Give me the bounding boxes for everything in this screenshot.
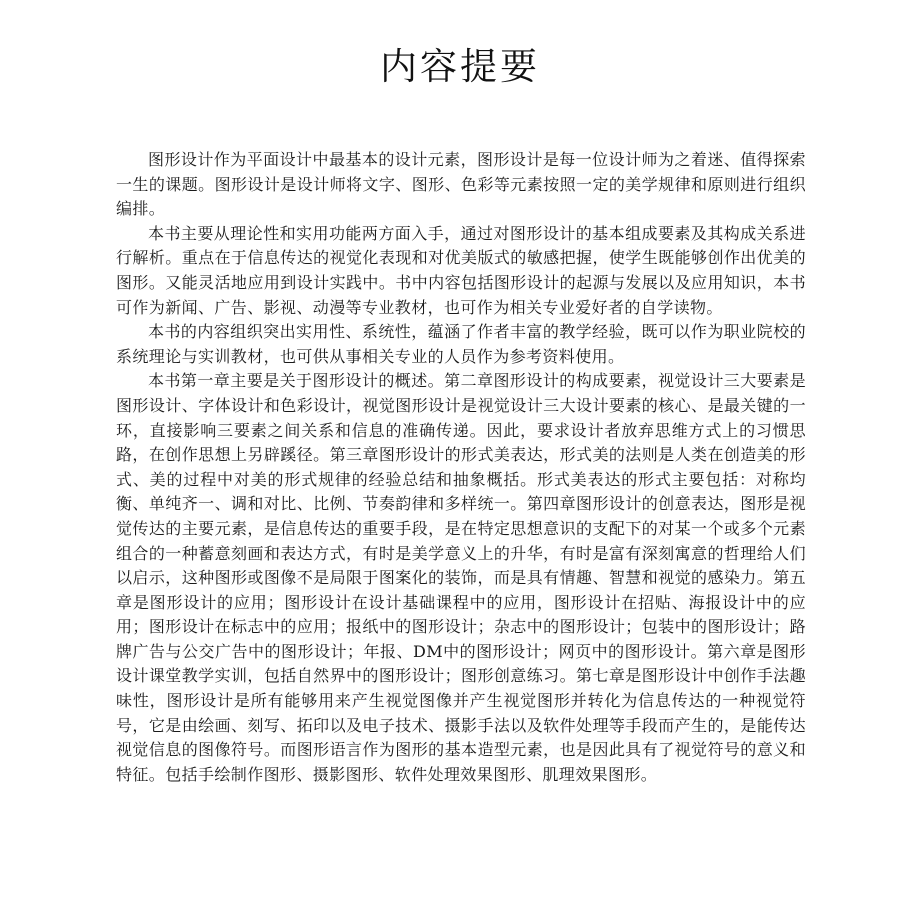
page-title: 内容提要: [380, 45, 540, 88]
paragraph-audience: 本书的内容组织突出实用性、系统性，蕴涵了作者丰富的教学经验，既可以作为职业院校的系统理论与实训教材，也可供从事相关专业的人员作为参考资料使用。: [116, 322, 806, 366]
paragraph-approach: 本书主要从理论性和实用功能两方面入手，通过对图形设计的基本组成要素及其构成关系进行解析。重点在于信息传达的视觉化表现和对优美版式的敏感把握，使学生既能够创作出优美的图形。又能灵活地应用到设计实践中。书中内容包括图形设计的起源与发展以及应用知识，本书可作为新闻、广告、影视、动漫等专业教材，也可作为相关专业爱好者的自学读物。: [116, 223, 806, 317]
body-text: [116, 148, 806, 787]
paragraph-chapters: 本书第一章主要是关于图形设计的概述。第二章图形设计的构成要素，视觉设计三大要素是图形设计、字体设计和色彩设计，视觉图形设计是视觉设计三大设计要素的核心、是最关键的一环，直接影响三要素之间关系和信息的准确传递。因此，要求设计者放弃思维方式上的习惯思路，在创作思想上另辟蹊径。第三章图形设计的形式美表达，形式美的法则是人类在创造美的形式、美的过程中对美的形式规律的经验总结和抽象概括。形式美表达的形式主要包括：对称均衡、单纯齐一、调和对比、比例、节奏韵律和多样统一。第四章图形设计的创意表达，图形是视觉传达的主要元素，是信息传达的重要手段，是在特定思想意识的支配下的对某一个或多个元素组合的一种蓄意刻画和表达方式，有时是美学意义上的升华，有时是富有深刻寓意的哲理给人们以启示，这种图形或图像不是局限于图案化的装饰，而是具有情趣、智慧和视觉的感染力。第五章是图形设计的应用；图形设计在设计基础课程中的应用，图形设计在招贴、海报设计中的应用；图形设计在标志中的应用；报纸中的图形设计；杂志中的图形设计；包装中的图形设计；路牌广告与公交广告中的图形设计；年报、DM中的图形设计；网页中的图形设计。第六章是图形设计课堂教学实训，包括自然界中的图形设计；图形创意练习。第七章是图形设计中创作手法趣味性，图形设计是所有能够用来产生视觉图像并产生视觉图形并转化为信息传达的一种视觉符号，它是由绘画、刻写、拓印以及电子技术、摄影手法以及软件处理等手段而产生的，是能传达视觉信息的图像符号。而图形语言作为图形的基本造型元素，也是因此具有了视觉符号的意义和特征。包括手绘制作图形、摄影图形、软件处理效果图形、肌理效果图形。: [116, 371, 806, 784]
paragraph-intro: 图形设计作为平面设计中最基本的设计元素，图形设计是每一位设计师为之着迷、值得探索一生的课题。图形设计是设计师将文字、图形、色彩等元素按照一定的美学规律和原则进行组织编排。: [116, 150, 806, 219]
